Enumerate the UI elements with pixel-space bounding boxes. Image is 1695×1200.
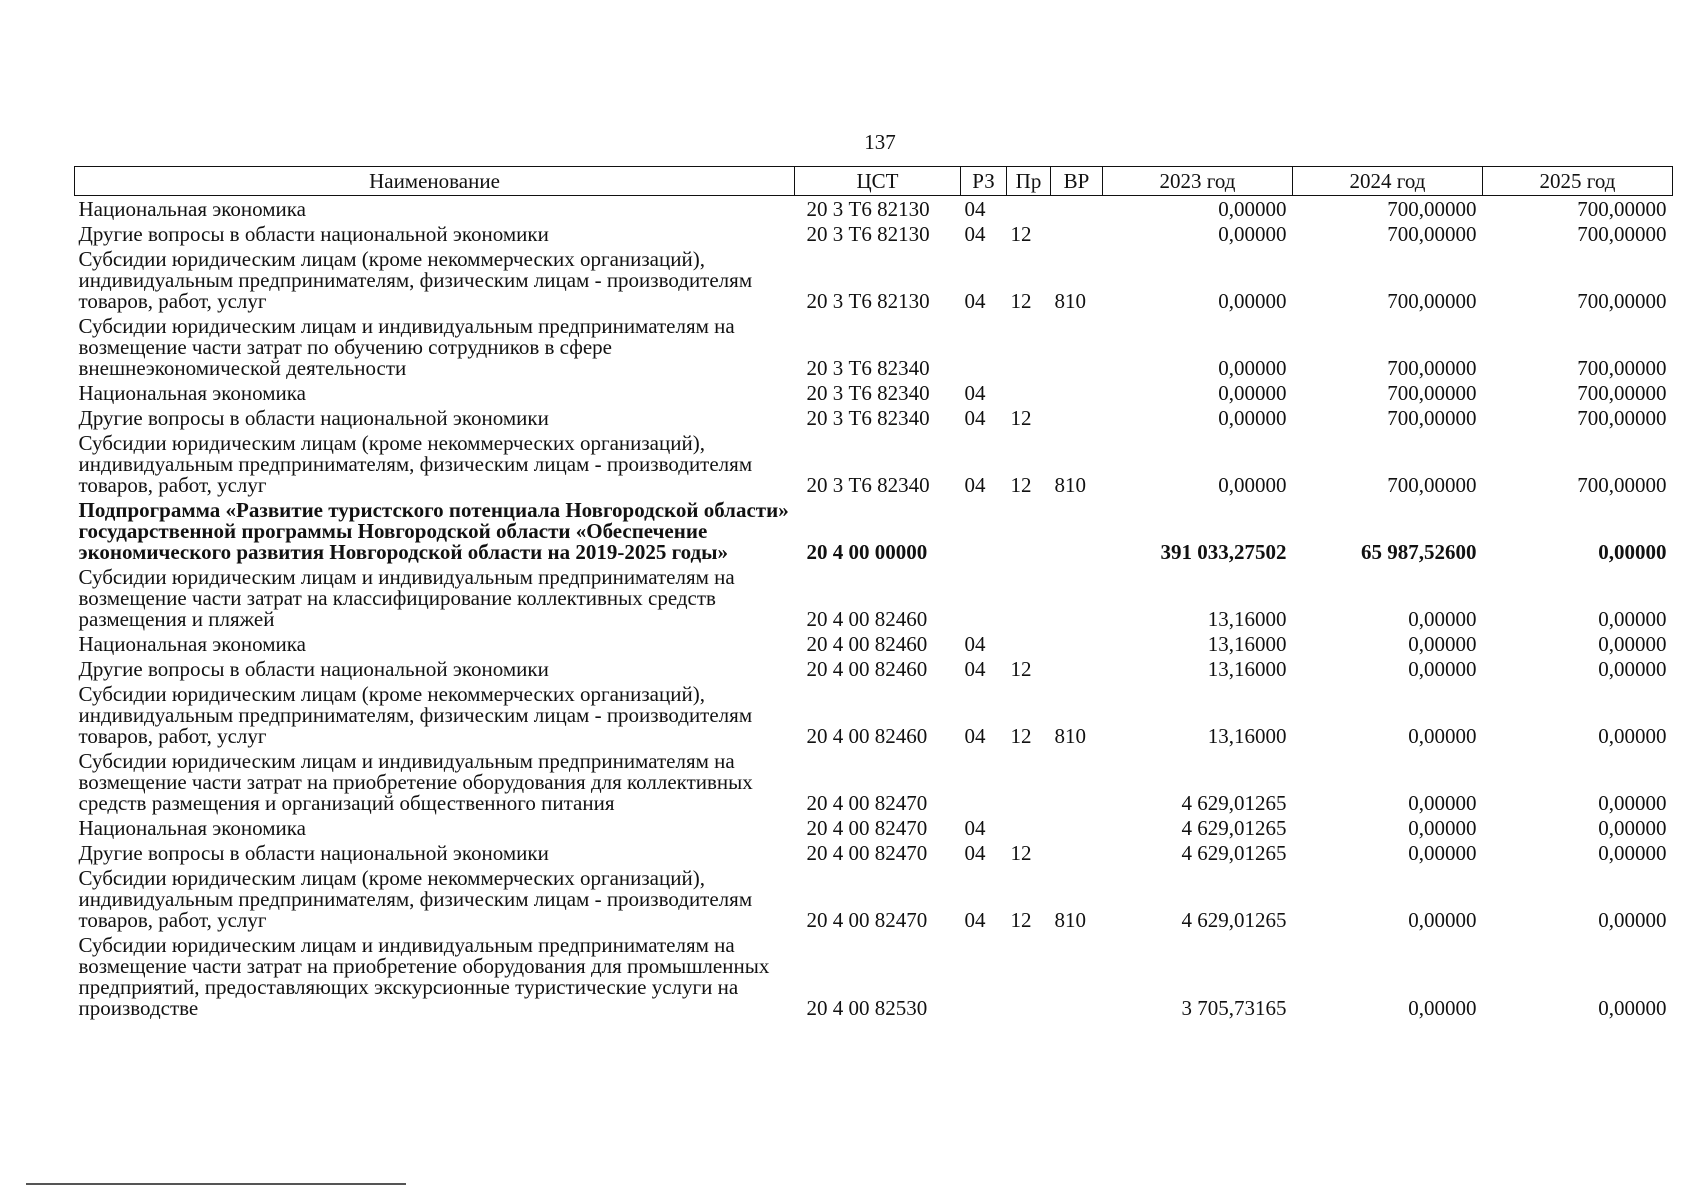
cell-2025: 700,00000 xyxy=(1577,473,1667,497)
cell-name: Другие вопросы в области национальной экономики xyxy=(78,841,549,865)
table-header xyxy=(75,167,1673,196)
cell-pr xyxy=(1007,631,1051,656)
table-row xyxy=(75,196,1673,222)
table-row xyxy=(75,246,1673,313)
cell-2024: 700,00000 xyxy=(1387,222,1477,246)
cell-pr: 12 xyxy=(1010,473,1032,497)
cell-cst: 20 4 00 82470 xyxy=(806,816,928,840)
cell-cst: 20 3 Т6 82340 xyxy=(806,406,930,430)
cell-name: Субсидии юридическим лицам и индивидуальным предпринимателям на возмещение части затрат на приобретение оборудования для промышленных предприятий, предоставляющих экскурсионные туристические услуги на производстве xyxy=(78,933,770,1020)
cell-2024: 0,00000 xyxy=(1408,816,1477,840)
cell-2023: 13,16000 xyxy=(1207,724,1287,748)
cell-name: Подпрограмма «Развитие туристского потенциала Новгородской области» государственной программы Новгородской области «Обеспечение экономического развития Новгородской области на 2019-2025 годы» xyxy=(78,498,789,564)
cell-pr xyxy=(1007,497,1051,564)
cell-2023: 4 629,01265 xyxy=(1181,908,1287,932)
cell-rz: 04 xyxy=(964,632,986,656)
cell-rz xyxy=(961,313,1007,380)
cell-2023: 0,00000 xyxy=(1218,289,1287,313)
table-row xyxy=(75,865,1673,932)
cell-2025: 0,00000 xyxy=(1598,996,1667,1020)
cell-rz: 04 xyxy=(964,908,986,932)
header-rz: РЗ xyxy=(961,167,1007,196)
cell-2025: 0,00000 xyxy=(1598,632,1667,656)
cell-rz xyxy=(961,932,1007,1020)
cell-2025: 0,00000 xyxy=(1598,791,1667,815)
cell-2024: 0,00000 xyxy=(1408,791,1477,815)
cell-2025: 700,00000 xyxy=(1577,222,1667,246)
cell-rz: 04 xyxy=(964,406,986,430)
cell-2025: 0,00000 xyxy=(1598,657,1667,681)
cell-name: Субсидии юридическим лицам и индивидуальным предпринимателям на возмещение части затрат на классифицирование коллективных средств размещения и пляжей xyxy=(78,565,735,631)
cell-2023: 0,00000 xyxy=(1218,356,1287,380)
cell-name: Национальная экономика xyxy=(78,816,306,840)
cell-vr xyxy=(1051,497,1103,564)
table-row xyxy=(75,932,1673,1020)
cell-cst: 20 4 00 82470 xyxy=(806,791,928,815)
header-cst: ЦСТ xyxy=(795,167,961,196)
cell-name: Субсидии юридическим лицам (кроме некоммерческих организаций), индивидуальным предпринимателям, физическим лицам - производителям товаров, работ, услуг xyxy=(78,682,753,748)
table-row xyxy=(75,497,1673,564)
cell-2024: 700,00000 xyxy=(1387,197,1477,221)
cell-pr xyxy=(1007,748,1051,815)
cell-rz: 04 xyxy=(964,381,986,405)
cell-cst: 20 4 00 82530 xyxy=(806,996,928,1020)
cell-2023: 0,00000 xyxy=(1218,222,1287,246)
cell-2024: 0,00000 xyxy=(1408,908,1477,932)
cell-rz xyxy=(961,497,1007,564)
cell-name: Другие вопросы в области национальной экономики xyxy=(78,657,549,681)
cell-rz: 04 xyxy=(964,816,986,840)
cell-2024: 0,00000 xyxy=(1408,996,1477,1020)
cell-pr: 12 xyxy=(1010,724,1032,748)
cell-name: Субсидии юридическим лицам (кроме некоммерческих организаций), индивидуальным предпринимателям, физическим лицам - производителям товаров, работ, услуг xyxy=(78,247,753,313)
cell-cst: 20 4 00 82460 xyxy=(806,632,928,656)
cell-2023: 0,00000 xyxy=(1218,381,1287,405)
cell-2025: 0,00000 xyxy=(1598,607,1667,631)
header-vr: ВР xyxy=(1051,167,1103,196)
cell-pr: 12 xyxy=(1010,908,1032,932)
cell-vr xyxy=(1051,932,1103,1020)
cell-cst: 20 4 00 00000 xyxy=(806,540,928,564)
cell-pr: 12 xyxy=(1010,406,1032,430)
cell-2024: 700,00000 xyxy=(1387,356,1477,380)
cell-cst: 20 4 00 82470 xyxy=(806,841,928,865)
cell-2023: 0,00000 xyxy=(1218,473,1287,497)
cell-2023: 4 629,01265 xyxy=(1181,816,1287,840)
cell-cst: 20 3 Т6 82130 xyxy=(806,222,930,246)
cell-2023: 4 629,01265 xyxy=(1181,841,1287,865)
cell-cst: 20 3 Т6 82340 xyxy=(806,473,930,497)
cell-vr: 810 xyxy=(1054,908,1086,932)
cell-pr: 12 xyxy=(1010,657,1032,681)
table-body xyxy=(75,196,1673,1021)
cell-2025: 700,00000 xyxy=(1577,197,1667,221)
cell-cst: 20 3 Т6 82130 xyxy=(806,197,930,221)
table-row xyxy=(75,631,1673,656)
cell-vr: 810 xyxy=(1054,473,1086,497)
cell-2023: 13,16000 xyxy=(1207,657,1287,681)
cell-2025: 0,00000 xyxy=(1598,908,1667,932)
cell-vr xyxy=(1051,564,1103,631)
table-row xyxy=(75,380,1673,405)
cell-rz xyxy=(961,748,1007,815)
header-2024: 2024 год xyxy=(1293,167,1483,196)
cell-cst: 20 3 Т6 82340 xyxy=(806,381,930,405)
cell-2024: 0,00000 xyxy=(1408,657,1477,681)
table-row xyxy=(75,815,1673,840)
footer-divider xyxy=(26,1183,406,1185)
cell-name: Другие вопросы в области национальной экономики xyxy=(78,222,549,246)
cell-vr: 810 xyxy=(1054,724,1086,748)
cell-name: Национальная экономика xyxy=(78,632,306,656)
cell-rz: 04 xyxy=(964,841,986,865)
cell-pr: 12 xyxy=(1010,841,1032,865)
cell-cst: 20 4 00 82460 xyxy=(806,724,928,748)
cell-2023: 0,00000 xyxy=(1218,406,1287,430)
cell-rz: 04 xyxy=(964,197,986,221)
budget-table xyxy=(74,166,1673,1020)
cell-pr: 12 xyxy=(1010,289,1032,313)
cell-pr xyxy=(1007,196,1051,222)
cell-2023: 4 629,01265 xyxy=(1181,791,1287,815)
cell-2024: 0,00000 xyxy=(1408,632,1477,656)
cell-name: Субсидии юридическим лицам и индивидуальным предпринимателям на возмещение части затрат на приобретение оборудования для коллективных средств размещения и организаций общественного питания xyxy=(78,749,753,815)
cell-2024: 700,00000 xyxy=(1387,289,1477,313)
cell-2025: 700,00000 xyxy=(1577,406,1667,430)
cell-rz xyxy=(961,564,1007,631)
cell-name: Другие вопросы в области национальной экономики xyxy=(78,406,549,430)
cell-cst: 20 3 Т6 82130 xyxy=(806,289,930,313)
cell-2025: 0,00000 xyxy=(1598,841,1667,865)
cell-name: Субсидии юридическим лицам и индивидуальным предпринимателям на возмещение части затрат по обучению сотрудников в сфере внешнеэкономической деятельности xyxy=(78,314,735,380)
cell-rz: 04 xyxy=(964,473,986,497)
cell-cst: 20 4 00 82460 xyxy=(806,607,928,631)
cell-rz: 04 xyxy=(964,724,986,748)
cell-2023: 13,16000 xyxy=(1207,632,1287,656)
cell-pr xyxy=(1007,932,1051,1020)
cell-2025: 0,00000 xyxy=(1598,816,1667,840)
cell-vr xyxy=(1051,380,1103,405)
cell-2025: 0,00000 xyxy=(1598,724,1667,748)
cell-2024: 0,00000 xyxy=(1408,841,1477,865)
cell-name: Национальная экономика xyxy=(78,197,306,221)
table-row xyxy=(75,748,1673,815)
cell-vr xyxy=(1051,196,1103,222)
cell-2025: 700,00000 xyxy=(1577,356,1667,380)
header-pr: Пр xyxy=(1007,167,1051,196)
cell-cst: 20 3 Т6 82340 xyxy=(806,356,930,380)
table-row xyxy=(75,221,1673,246)
table-row xyxy=(75,564,1673,631)
cell-vr xyxy=(1051,313,1103,380)
cell-2024: 700,00000 xyxy=(1387,406,1477,430)
cell-cst: 20 4 00 82460 xyxy=(806,657,928,681)
table-row xyxy=(75,840,1673,865)
cell-vr xyxy=(1051,631,1103,656)
table-row xyxy=(75,656,1673,681)
cell-vr xyxy=(1051,748,1103,815)
cell-name: Субсидии юридическим лицам (кроме некоммерческих организаций), индивидуальным предпринимателям, физическим лицам - производителям товаров, работ, услуг xyxy=(78,866,753,932)
cell-pr xyxy=(1007,815,1051,840)
table-row xyxy=(75,405,1673,430)
cell-vr xyxy=(1051,405,1103,430)
cell-2024: 700,00000 xyxy=(1387,473,1477,497)
table-row xyxy=(75,430,1673,497)
table-row xyxy=(75,313,1673,380)
cell-vr: 810 xyxy=(1054,289,1086,313)
cell-name: Субсидии юридическим лицам (кроме некоммерческих организаций), индивидуальным предпринимателям, физическим лицам - производителям товаров, работ, услуг xyxy=(78,431,753,497)
cell-2024: 0,00000 xyxy=(1408,607,1477,631)
cell-pr xyxy=(1007,313,1051,380)
cell-rz: 04 xyxy=(964,222,986,246)
cell-2024: 65 987,52600 xyxy=(1361,540,1477,564)
page-number: 137 xyxy=(864,130,896,154)
cell-2025: 0,00000 xyxy=(1598,540,1667,564)
cell-2024: 0,00000 xyxy=(1408,724,1477,748)
cell-2023: 391 033,27502 xyxy=(1160,540,1287,564)
cell-2025: 700,00000 xyxy=(1577,381,1667,405)
header-name: Наименование xyxy=(75,167,795,196)
cell-name: Национальная экономика xyxy=(78,381,306,405)
cell-2023: 3 705,73165 xyxy=(1181,996,1287,1020)
cell-pr: 12 xyxy=(1010,222,1032,246)
cell-vr xyxy=(1051,656,1103,681)
cell-rz: 04 xyxy=(964,289,986,313)
cell-cst: 20 4 00 82470 xyxy=(806,908,928,932)
cell-vr xyxy=(1051,840,1103,865)
cell-pr xyxy=(1007,380,1051,405)
cell-rz: 04 xyxy=(964,657,986,681)
table-row xyxy=(75,681,1673,748)
header-2025: 2025 год xyxy=(1483,167,1673,196)
cell-2024: 700,00000 xyxy=(1387,381,1477,405)
cell-vr xyxy=(1051,221,1103,246)
cell-2025: 700,00000 xyxy=(1577,289,1667,313)
header-2023: 2023 год xyxy=(1103,167,1293,196)
cell-pr xyxy=(1007,564,1051,631)
cell-2023: 0,00000 xyxy=(1218,197,1287,221)
cell-vr xyxy=(1051,815,1103,840)
cell-2023: 13,16000 xyxy=(1207,607,1287,631)
